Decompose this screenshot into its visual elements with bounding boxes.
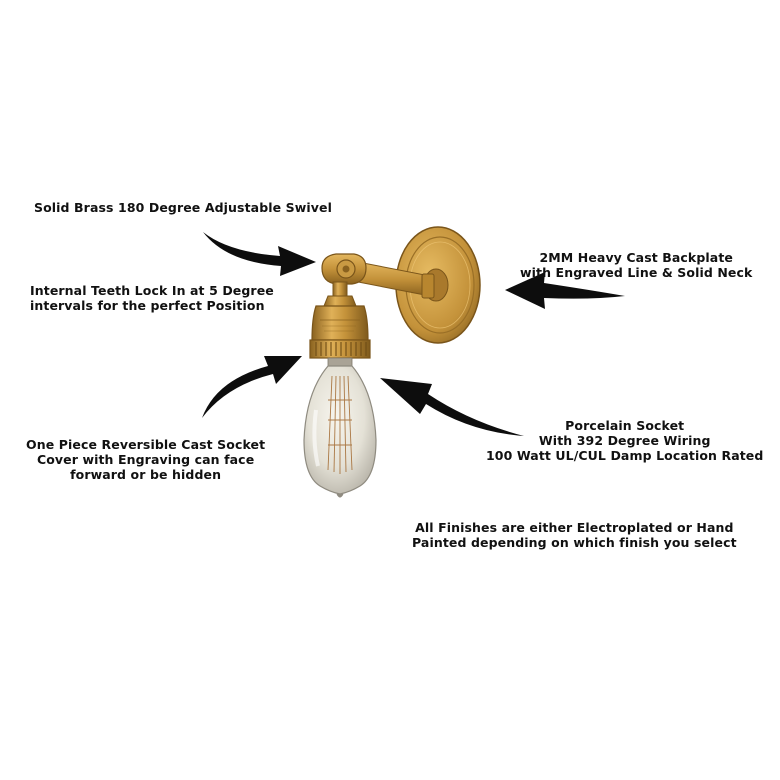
- arrow-socket-cover: [202, 356, 302, 418]
- socket-cover: [310, 296, 370, 358]
- callout-socket-cover: One Piece Reversible Cast Socket Cover with Engraving can face forward or be hidden: [26, 437, 266, 482]
- callout-teeth-lock: Internal Teeth Lock In at 5 Degree intervals for the perfect Position: [30, 283, 274, 313]
- swivel-knuckle: [322, 254, 366, 298]
- edison-bulb: [304, 358, 376, 497]
- callout-finishes: All Finishes are either Electroplated or Hand Painted depending on which finish you select: [412, 520, 737, 550]
- callout-backplate: 2MM Heavy Cast Backplate with Engraved Line & Solid Neck: [520, 250, 753, 280]
- arrow-swivel: [203, 232, 316, 276]
- callout-porcelain-socket: Porcelain Socket With 392 Degree Wiring 100 Watt UL/CUL Damp Location Rated: [486, 418, 764, 463]
- callout-swivel: Solid Brass 180 Degree Adjustable Swivel: [34, 200, 332, 215]
